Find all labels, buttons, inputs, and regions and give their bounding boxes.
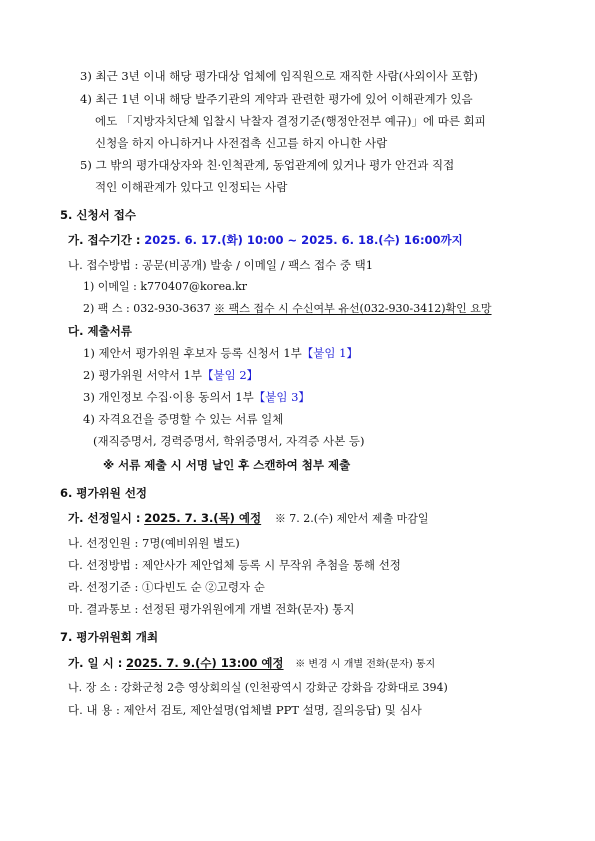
disqualify-item-4-line3: 신청을 하지 아니하거나 사전접촉 신고를 하지 아니한 사람 [95,136,388,150]
attachment-3-tag: 【붙임 3】 [253,390,310,404]
result-notification: 마. 결과통보 : 선정된 평가위원에게 개별 전화(문자) 통지 [68,602,355,616]
document-2 [83,368,258,382]
reception-period-value: 2025. 6. 17.(화) 10:00 ~ 2025. 6. 18.(수) 16:00까지 [144,233,463,247]
reception-fax: 2) 팩 스 : 032-930-3637 [83,302,211,315]
disqualify-item-5-line1: 5) 그 밖의 평가대상자와 친·인척관계, 동업관계에 있거나 평가 안건과 직접 [80,158,455,172]
meeting-place: 나. 장 소 : 강화군청 2층 영상회의실 (인천광역시 강화군 강화읍 강화대로 394) [68,681,448,694]
meeting-date-value: 2025. 7. 9.(수) 13:00 예정 [125,656,284,670]
section-5-heading: 5. 신청서 접수 [60,208,136,222]
reception-period-label: 가. 접수기간 : [68,233,141,247]
selection-date-label: 가. 선정일시 : [68,511,141,525]
meeting-date-note: ※ 변경 시 개별 전화(문자) 통지 [295,659,436,670]
signature-scan-notice: ※ 서류 제출 시 서명 날인 후 스캔하여 첨부 제출 [103,458,351,472]
disqualify-item-3: 3) 최근 3년 이내 해당 평가대상 업체에 임직원으로 재직한 사람(사외이사 포함) [80,69,478,83]
document-4: 4) 자격요건을 증명할 수 있는 서류 일체 [83,412,284,426]
selection-date-row [68,511,429,526]
selection-date-value: 2025. 7. 3.(목) 예정 [144,511,262,525]
document-3 [83,390,310,404]
selection-date-note: ※ 7. 2.(수) 제안서 제출 마감일 [274,512,429,525]
selection-count: 나. 선정인원 : 7명(예비위원 별도) [68,536,240,550]
disqualify-item-4-line2: 에도 「지방자치단체 입찰시 낙찰자 결정기준(행정안전부 예규)」에 따른 회피 [95,114,486,128]
selection-criteria: 라. 선정기준 : ①다빈도 순 ②고령자 순 [68,580,265,594]
attachment-1-tag: 【붙임 1】 [301,346,358,360]
selection-method: 다. 선정방법 : 제안사가 제안업체 등록 시 무작위 추첨을 통해 선정 [68,558,401,572]
meeting-content: 다. 내 용 : 제안서 검토, 제안설명(업체별 PPT 설명, 질의응답) 및 심사 [68,703,422,717]
document-1 [83,346,358,360]
meeting-date-label: 가. 일 시 : [68,656,123,670]
document-3-text: 3) 개인정보 수집·이용 동의서 1부 [83,390,254,404]
reception-period-row [68,233,463,247]
section-6-heading: 6. 평가위원 선정 [60,486,148,500]
disqualify-item-4-line1: 4) 최근 1년 이내 해당 발주기관의 계약과 관련한 평가에 있어 이해관계가 있음 [80,92,473,106]
document-4-detail: (재직증명서, 경력증명서, 학위증명서, 자격증 사본 등) [93,434,365,448]
attachment-2-tag: 【붙임 2】 [201,368,259,382]
reception-email: 1) 이메일 : k770407@korea.kr [83,280,248,293]
disqualify-item-5-line2: 적인 이해관계가 있다고 인정되는 사람 [95,180,288,194]
reception-method: 나. 접수방법 : 공문(비공개) 발송 / 이메일 / 팩스 접수 중 택1 [68,258,374,272]
meeting-date-row [68,656,435,672]
reception-fax-row [83,302,492,316]
document-1-text: 1) 제안서 평가위원 후보자 등록 신청서 1부 [83,346,302,360]
documents-heading: 다. 제출서류 [68,324,132,338]
section-7-heading: 7. 평가위원회 개최 [60,630,159,644]
fax-confirm-note: ※ 팩스 접수 시 수신여부 유선(032-930-3412)확인 요망 [214,302,492,315]
document-2-text: 2) 평가위원 서약서 1부 [83,368,202,382]
